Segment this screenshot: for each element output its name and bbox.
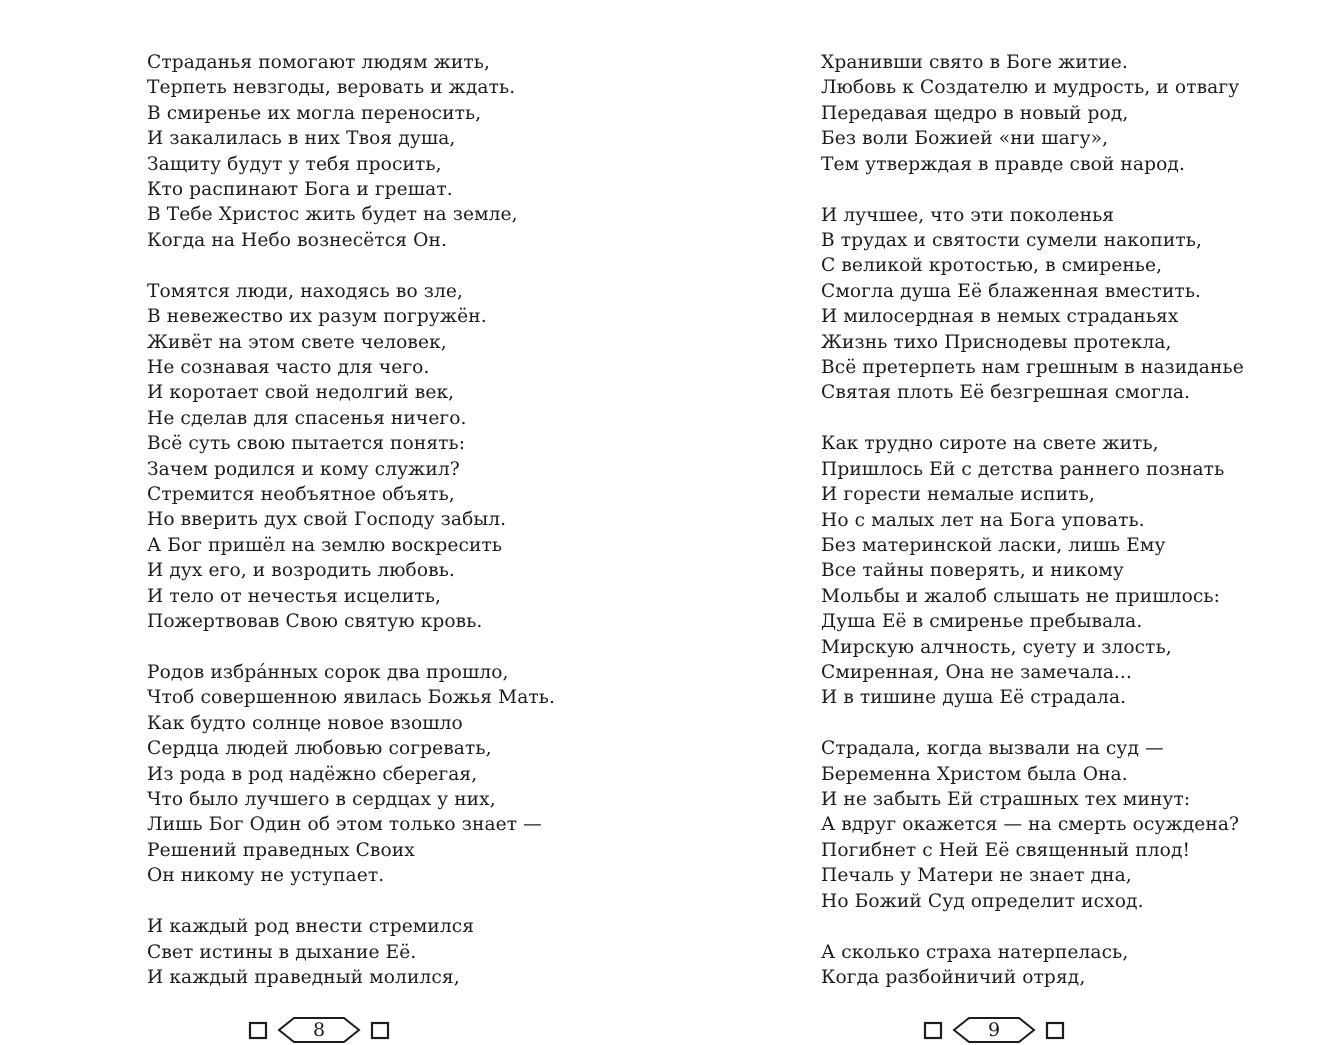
verse-line: Смиренная, Она не замечала...: [821, 661, 1132, 683]
verse-line: Кто распинают Бога и грешат.: [147, 179, 453, 201]
verse-line: И тело от нечестья исцелить,: [147, 585, 441, 607]
verse-line: Святая плоть Её безгрешная смогла.: [821, 382, 1191, 404]
verse-line: В невежество их разум погружён.: [147, 306, 487, 328]
verse-line: Всё претерпеть нам грешным в назиданье: [821, 356, 1244, 378]
verse-line: И горести немалые испить,: [821, 484, 1095, 506]
verse-line: Когда на Небо вознесётся Он.: [147, 229, 447, 251]
stanza: [147, 660, 707, 889]
page-number: 8: [312, 1019, 326, 1041]
verse-line: Мольбы и жалоб слышать не пришлось:: [821, 585, 1220, 607]
verse-line: Страданья помогают людям жить,: [147, 52, 491, 73]
right-page-folio: [923, 1016, 1068, 1044]
left-page-folio: [248, 1016, 393, 1044]
verse-line: А сколько страха натерпелась,: [821, 941, 1129, 963]
stanza: [821, 736, 1301, 914]
verse-line: В смиренье их могла переносить,: [147, 102, 482, 124]
verse-line: Но Божий Суд определит исход.: [821, 890, 1144, 912]
verse-line: И лучшее, что эти поколенья: [821, 204, 1115, 226]
verse-line: Сердца людей любовью согревать,: [147, 738, 492, 760]
verse-line: Пожертвовав Свою святую кровь.: [147, 611, 483, 633]
stanza: [821, 940, 1301, 991]
verse-line: Не сознавая часто для чего.: [147, 356, 430, 378]
verse-line: Зачем родился и кому служил?: [147, 458, 460, 480]
verse-line: И не забыть Ей страшных тех минут:: [821, 789, 1191, 811]
verse-line: Стремится необъятное объять,: [147, 484, 455, 505]
verse-line: А вдруг окажется — на смерть осуждена?: [821, 814, 1240, 836]
verse-line: Мирскую алчность, суету и злость,: [821, 636, 1172, 658]
verse-line: Он никому не уступает.: [147, 865, 385, 887]
verse-line: Из рода в род надёжно сберегая,: [147, 763, 478, 785]
stanza: [821, 50, 1301, 177]
verse-line: Терпеть невзгоды, веровать и ждать.: [147, 77, 516, 99]
verse-line: Решений праведных Своих: [147, 839, 415, 861]
stanza: [821, 431, 1301, 710]
verse-line: Лишь Бог Один об этом только знает —: [147, 814, 542, 836]
verse-line: Чтоб совершенною явилась Божья Мать.: [147, 687, 556, 709]
verse-line: И милосердная в немых страданьях: [821, 306, 1179, 328]
page-number: 9: [987, 1019, 1001, 1041]
verse-line: Родов избра́нных сорок два прошло,: [147, 661, 509, 683]
right-page-text: [821, 50, 1301, 1016]
verse-line: Погибнет с Ней Её священный плод!: [821, 839, 1191, 861]
verse-line: С великой кротостью, в смиренье,: [821, 255, 1163, 277]
stanza: [147, 279, 707, 635]
verse-line: И в тишине душа Её страдала.: [821, 687, 1127, 709]
verse-line: Передавая щедро в новый род,: [821, 102, 1129, 124]
verse-line: Но вверить дух свой Господу забыл.: [147, 509, 507, 531]
verse-line: Беременна Христом была Она.: [821, 763, 1128, 785]
verse-line: И закалилась в них Твоя душа,: [147, 128, 456, 150]
verse-line: И коротает свой недолгий век,: [147, 382, 455, 404]
verse-line: Хранивши свято в Боге житие.: [821, 52, 1128, 73]
left-page-text: [147, 50, 707, 1016]
stanza: [147, 914, 707, 990]
verse-line: Что было лучшего в сердцах у них,: [147, 788, 496, 810]
verse-line: Жизнь тихо Приснодевы протекла,: [821, 331, 1172, 353]
verse-line: И дух его, и возродить любовь.: [147, 560, 455, 582]
verse-line: Живёт на этом свете человек,: [147, 331, 447, 353]
verse-line: Как трудно сироте на свете жить,: [821, 433, 1159, 455]
verse-line: Печаль у Матери не знает дна,: [821, 865, 1132, 887]
verse-line: Пришлось Ей с детства раннего познать: [821, 458, 1225, 480]
verse-line: Томятся люди, находясь во зле,: [147, 280, 464, 302]
verse-line: Душа Её в смиренье пребывала.: [821, 611, 1143, 633]
verse-line: Всё суть свою пытается понять:: [147, 433, 466, 455]
verse-line: В Тебе Христос жить будет на земле,: [147, 204, 518, 226]
verse-line: Смогла душа Её блаженная вместить.: [821, 280, 1202, 302]
verse-line: Свет истины в дыхание Её.: [147, 941, 417, 963]
verse-line: А Бог пришёл на землю воскресить: [147, 534, 503, 556]
verse-line: Без воли Божией «ни шагу»,: [821, 128, 1109, 150]
verse-line: Без материнской ласки, лишь Ему: [821, 534, 1166, 556]
verse-line: Защиту будут у тебя просить,: [147, 153, 442, 175]
verse-line: Тем утверждая в правде свой народ.: [821, 153, 1185, 175]
stanza: [147, 50, 707, 253]
verse-line: Страдала, когда вызвали на суд —: [821, 738, 1164, 760]
verse-line: В трудах и святости сумели накопить,: [821, 229, 1202, 251]
verse-line: Все тайны поверять, и никому: [821, 560, 1124, 582]
verse-line: Когда разбойничий отряд,: [821, 967, 1086, 988]
verse-line: И каждый праведный молился,: [147, 966, 460, 988]
folio-square-right: [372, 1023, 388, 1038]
verse-line: Любовь к Создателю и мудрость, и отвагу: [821, 77, 1240, 99]
verse-line: Не сделав для спасенья ничего.: [147, 407, 467, 429]
folio-square-left: [250, 1023, 266, 1038]
stanza: [821, 203, 1301, 406]
folio-square-right: [1047, 1023, 1063, 1038]
verse-line: Как будто солнце новое взошло: [147, 712, 463, 734]
verse-line: И каждый род внести стремился: [147, 916, 475, 938]
verse-line: Но с малых лет на Бога уповать.: [821, 509, 1145, 531]
folio-square-left: [925, 1023, 941, 1038]
